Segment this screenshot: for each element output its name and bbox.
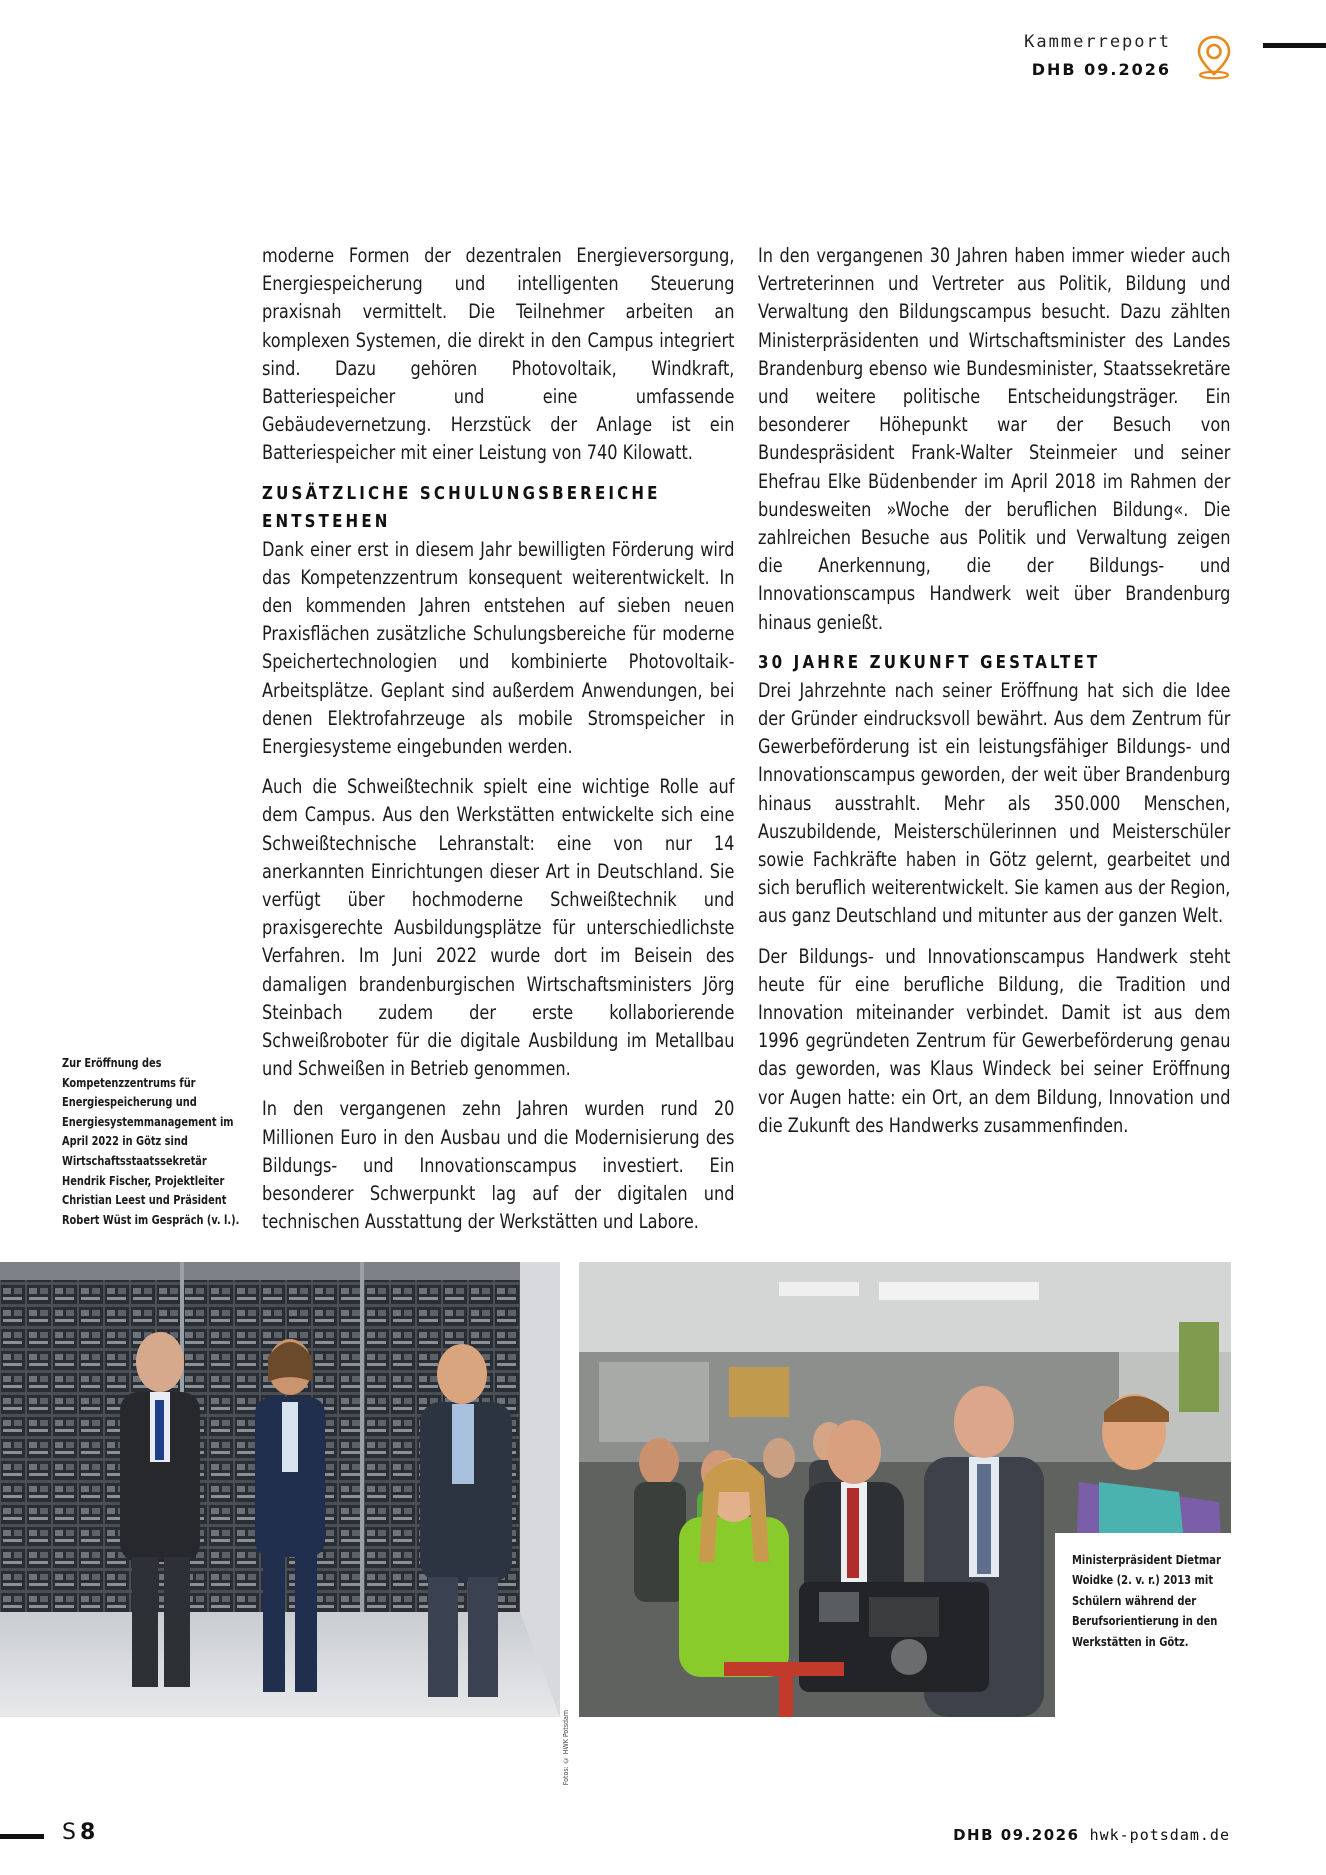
paragraph: Auch die Schweißtechnik spielt eine wichtige Rolle auf dem Campus. Aus den Werkstätten entwickelte sich eine Schweißtechnische Lehranstalt: eine von nur 14 anerkannten Einrichtungen dieser Art in Deutschland. Sie verfügt über hochmoderne Schweißtechnik und praxisgerechte Ausbildungsplätze für unterschiedlichste Verfahren. Im Juni 2022 wurde dort im Beisein des damaligen brandenburgischen Wirtschaftsministers Jörg Steinbach zudem der erste kollaborierende Schweißroboter für die digitale Ausbildung im Metallbau und Schweißen in Betrieb genommen. bbox=[262, 775, 735, 1081]
footer-website: hwk-potsdam.de bbox=[1089, 1826, 1230, 1844]
footer-rule bbox=[0, 1834, 44, 1839]
photo-caption-right: Ministerpräsident Dietmar Woidke (2. v. r.) 2013 mit Schülern während der Berufsorientierung in den Werkstätten in Götz. bbox=[1072, 1552, 1221, 1649]
footer-issue-label: DHB 09.2026 bbox=[953, 1826, 1080, 1844]
location-pin-icon bbox=[1194, 34, 1234, 80]
issue-label: DHB 09.2026 bbox=[1031, 60, 1171, 79]
footer-issue bbox=[953, 1826, 1230, 1844]
subheading: ZUSÄTZLICHE SCHULUNGSBEREICHE ENTSTEHEN bbox=[262, 482, 661, 532]
page-number bbox=[62, 1820, 95, 1845]
page-number-value: 8 bbox=[79, 1820, 96, 1845]
page-prefix: S bbox=[62, 1820, 80, 1845]
paragraph: Dank einer erst in diesem Jahr bewilligten Förderung wird das Kompetenzzentrum konsequent weiterentwickelt. In den kommenden Jahren entstehen auf sieben neuen Praxisflächen zusätzliche Schulungsbereiche für moderne Speichertechnologien und kombinierte Photovoltaik-Arbeitsplätze. Geplant sind außerdem Anwendungen, bei denen Elektrofahrzeuge als mobile Stromspeicher in Energiesysteme eingebunden werden. bbox=[262, 537, 735, 759]
article-column-2 bbox=[758, 242, 1230, 1152]
paragraph: Der Bildungs- und Innovationscampus Handwerk steht heute für eine berufliche Bildung, die Tradition und Innovation miteinander verbindet. Damit ist aus dem 1996 gegründeten Zentrum für Gewerbeförderung genau das geworden, was Klaus Windeck bei seiner Eröffnung vor Augen hatte: ein Ort, an dem Bildung, Innovation und die Zukunft des Handwerks zusammenfinden. bbox=[758, 944, 1231, 1137]
header-rule bbox=[1263, 43, 1326, 48]
paragraph: In den vergangenen 30 Jahren haben immer wieder auch Vertreterinnen und Vertreter aus Politik, Bildung und Verwaltung den Bildungscampus besucht. Dazu zählten Ministerpräsidenten und Wirtschaftsminister des Landes Brandenburg ebenso wie Bundesminister, Staatssekretäre und weitere politische Entscheidungsträger. Ein besonderer Höhepunkt war der Besuch von Bundespräsident Frank-Walter Steinmeier und seiner Ehefrau Elke Büdenbender im April 2018 im Rahmen der bundesweiten »Woche der beruflichen Bildung«. Die zahlreichen Besuche aus Politik und Verwaltung zeigen die Anerkennung, die der Bildungs- und Innovationscampus Handwerk weit über Brandenburg hinaus genießt. bbox=[758, 244, 1231, 634]
paragraph: Drei Jahrzehnte nach seiner Eröffnung hat sich die Idee der Gründer eindrucksvoll bewährt. Aus dem Zentrum für Gewerbeförderung ist ein leistungsfähiger Bildungs- und Innovationscampus geworden, der weit über Brandenburg hinaus ausstrahlt. Mehr als 350.000 Menschen, Auszubildende, Meisterschülerinnen und Meisterschüler sowie Fachkräfte haben in Götz gelernt, gearbeitet und sich beruflich weiterentwickelt. Sie kamen aus der Region, aus ganz Deutschland und mitunter aus der ganzen Welt. bbox=[758, 678, 1231, 928]
paragraph: moderne Formen der dezentralen Energieversorgung, Energiespeicherung und intelligenten Steuerung praxisnah vermittelt. Die Teilnehmer arbeiten an komplexen Systemen, die direkt in den Campus integriert sind. Dazu gehören Photovoltaik, Windkraft, Batteriespeicher und eine umfassende Gebäudevernetzung. Herzstück der Anlage ist ein Batteriespeicher mit einer Leistung von 740 Kilowatt. bbox=[262, 244, 735, 465]
photo-credit: Fotos: © HWK Potsdam bbox=[562, 1710, 570, 1786]
paragraph: In den vergangenen zehn Jahren wurden rund 20 Millionen Euro in den Ausbau und die Modernisierung des Bildungs- und Innovationscampus investiert. Ein besonderer Schwerpunkt lag auf der digitalen und technischen Ausstattung der Werkstätten und Labore. bbox=[262, 1097, 735, 1234]
photo-caption-left: Zur Eröffnung des Kompetenzzentrums für Energiespeicherung und Energiesystemmanagement im April 2022 in Götz sind Wirtschaftsstaatssekretär Hendrik Fischer, Projektleiter Christian Leest und Präsident Robert Wüst im Gespräch (v. l.). bbox=[62, 1055, 240, 1227]
section-title: Kammerreport bbox=[1024, 32, 1171, 52]
subheading: 30 JAHRE ZUKUNFT GESTALTET bbox=[758, 651, 1101, 673]
photo-battery-storage bbox=[0, 1262, 560, 1717]
article-column-1 bbox=[262, 242, 734, 1249]
